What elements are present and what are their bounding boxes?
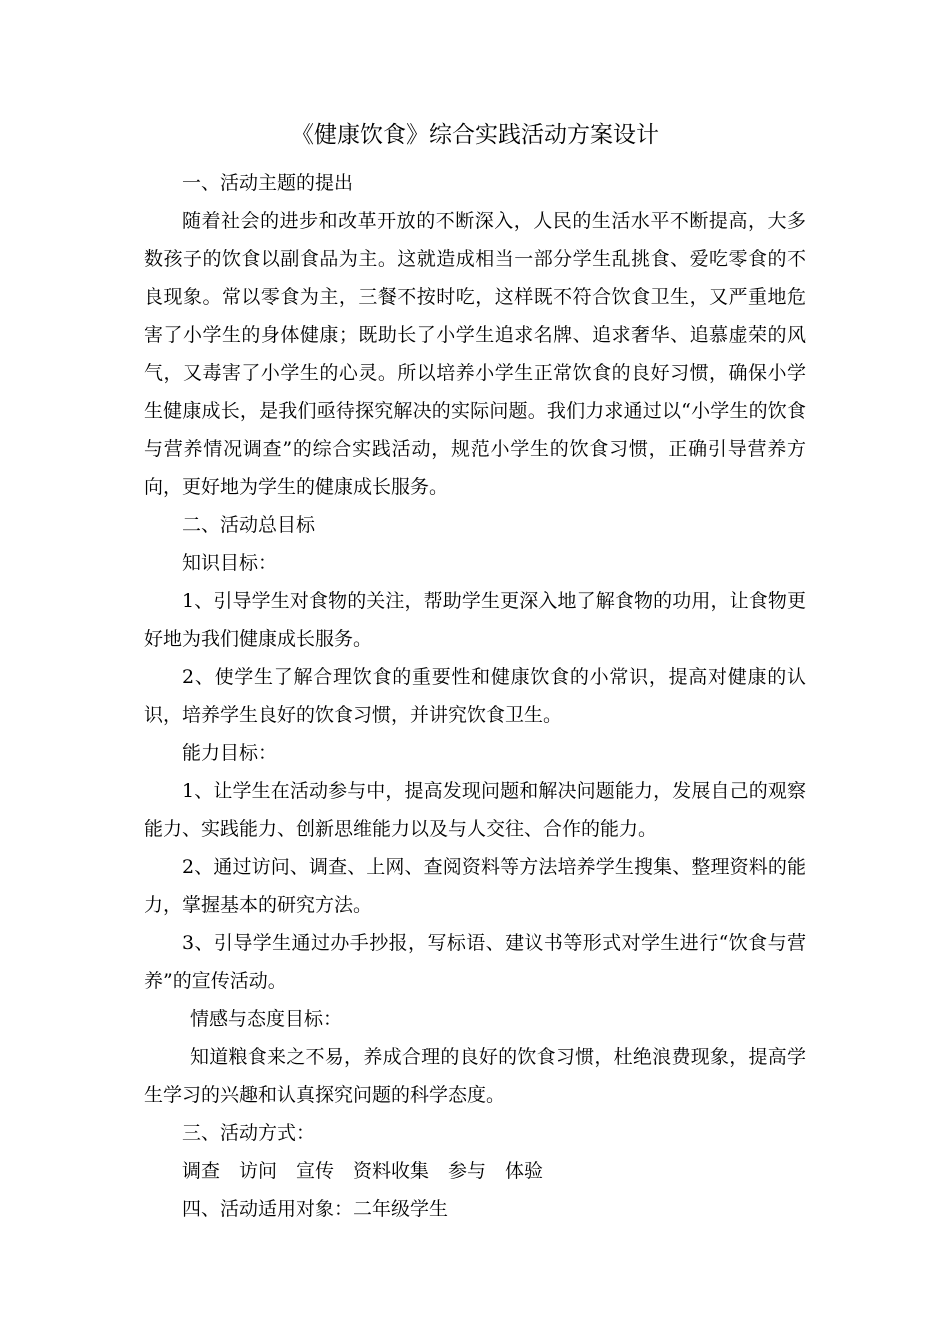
subheading-ability: 能力目标： [182,742,278,764]
knowledge-goal-1: 1、引导学生对食物的关注，帮助学生更深入地了解食物的功用，让食物更好地为我们健康成长服务。 [144,590,806,650]
ability-goal-2: 2、通过访问、调查、上网、查阅资料等方法培养学生搜集、整理资料的能力，掌握基本的研究方法。 [144,856,806,916]
subheading-knowledge: 知识目标： [182,552,278,574]
section-heading-4: 四、活动适用对象：二年级学生 [182,1198,449,1220]
section-heading-3: 三、活动方式： [182,1122,316,1144]
ability-goal-1: 1、让学生在活动参与中，提高发现问题和解决问题能力，发展自己的观察能力、实践能力、创新思维能力以及与人交往、合作的能力。 [144,780,806,840]
activity-methods: 调查 访问 宣传 资料收集 参与 体验 [182,1160,544,1182]
document-title: 《健康饮食》综合实践活动方案设计 [291,122,659,148]
subheading-attitude: 情感与态度目标： [190,1008,343,1030]
document-body [144,164,806,1228]
knowledge-goal-2: 2、使学生了解合理饮食的重要性和健康饮食的小常识，提高对健康的认识，培养学生良好的饮食习惯，并讲究饮食卫生。 [144,666,806,726]
section-heading-1: 一、活动主题的提出 [182,172,354,194]
paragraph-background: 随着社会的进步和改革开放的不断深入，人民的生活水平不断提高，大多数孩子的饮食以副食品为主。这就造成相当一部分学生乱挑食、爱吃零食的不良现象。常以零食为主，三餐不按时吃，这样既不符合饮食卫生，又严重地危害了小学生的身体健康；既助长了小学生追求名牌、追求奢华、追慕虚荣的风气，又毒害了小学生的心灵。所以培养小学生正常饮食的良好习惯，确保小学生健康成长，是我们亟待探究解决的实际问题。我们力求通过以“小学生的饮食与营养情况调查”的综合实践活动，规范小学生的饮食习惯，正确引导营养方向，更好地为学生的健康成长服务。 [144,210,806,498]
section-heading-2: 二、活动总目标 [182,514,316,536]
attitude-goal: 知道粮食来之不易，养成合理的良好的饮食习惯，杜绝浪费现象，提高学生学习的兴趣和认真探究问题的科学态度。 [144,1046,806,1106]
ability-goal-3: 3、引导学生通过办手抄报，写标语、建议书等形式对学生进行“饮食与营养”的宣传活动。 [144,932,806,992]
